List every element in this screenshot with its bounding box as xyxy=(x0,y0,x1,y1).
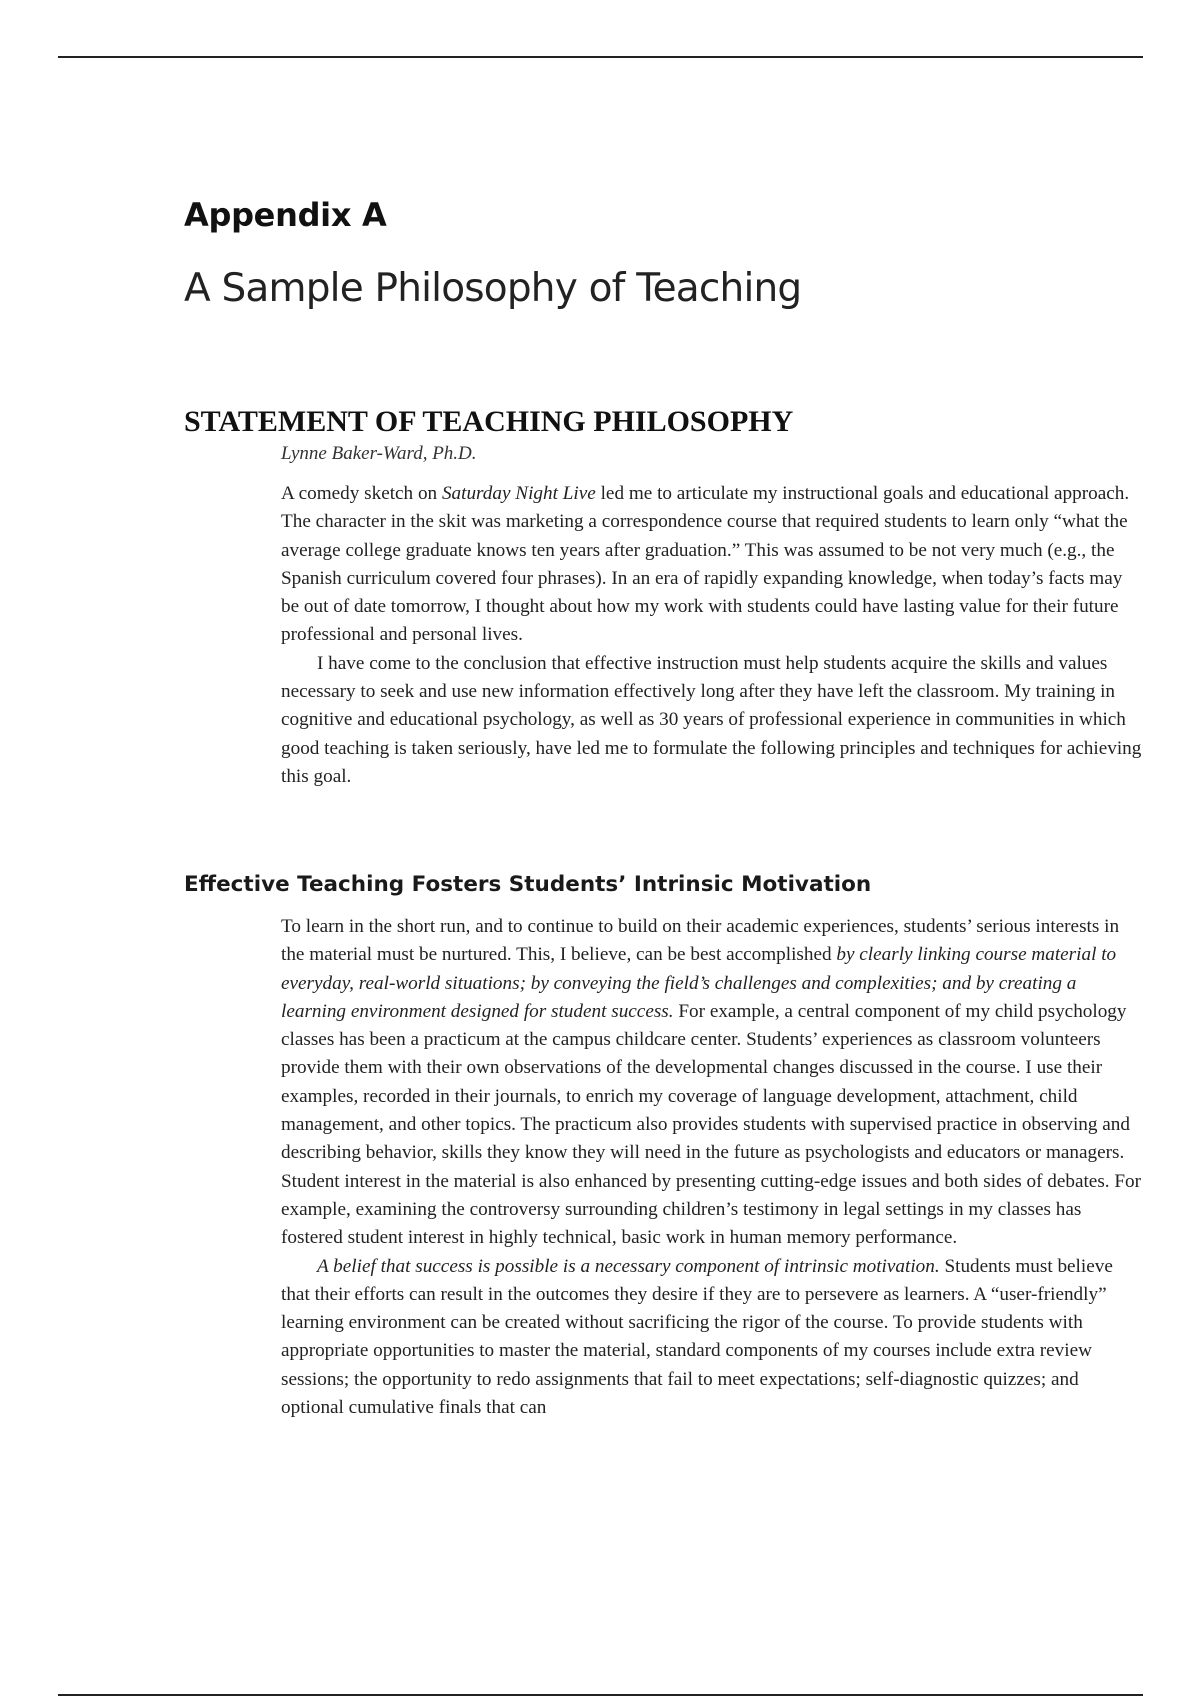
appendix-title: A Sample Philosophy of Teaching xyxy=(184,266,802,311)
show-title: Saturday Night Live xyxy=(441,483,596,504)
intro-p1-after: led me to articulate my instructional goals and educational approach. The character in the skit was marketing a correspondence course that required students to learn only “what the average college graduate knows ten years after graduation.” This was assumed to be not very much (e.g., the Spanish curriculum covered four phrases). In an era of rapidly expanding knowledge, when today’s facts may be out of date tomorrow, I thought about how my work with students could have lasting value for their future professional and personal lives. xyxy=(281,483,1130,646)
appendix-label: Appendix A xyxy=(184,196,387,234)
section-p2-emphasis: A belief that success is possible is a necessary component of intrinsic motivation. xyxy=(317,1255,940,1277)
intro-paragraph-1 xyxy=(281,480,1143,650)
bottom-rule xyxy=(58,1694,1143,1696)
top-rule xyxy=(58,56,1143,58)
section-p1-emphasis: by clearly linking course material to everyday, real-world situations; by conveying the field’s challenges and complexities; and by creating a learning environment designed for student success. xyxy=(281,944,1117,1022)
intro-p1-before: A comedy sketch on xyxy=(281,483,442,504)
section-heading: Effective Teaching Fosters Students’ Intrinsic Motivation xyxy=(184,872,872,897)
intro-text xyxy=(281,480,1143,791)
section-paragraph-1 xyxy=(281,913,1143,1253)
author-name: Lynne Baker-Ward, Ph.D. xyxy=(281,443,477,464)
section-paragraph-2 xyxy=(281,1253,1143,1423)
statement-heading: STATEMENT OF TEACHING PHILOSOPHY xyxy=(184,405,794,438)
section-text xyxy=(281,913,1143,1422)
section-p2-after: Students must believe that their efforts can result in the outcomes they desire if they are to persevere as learners. A “user-friendly” learning environment can be created without sacrificing the rigor of the course. To provide students with appropriate opportunities to master the material, standard components of my courses include extra review sessions; the opportunity to redo assignments that fail to meet expectations; self-diagnostic quizzes; and optional cumulative finals that can xyxy=(281,1255,1113,1419)
section-p1-after: For example, a central component of my child psychology classes has been a practicum at the campus childcare center. Students’ experiences as classroom volunteers provide them with their own observations of the developmental changes discussed in the course. I use their examples, recorded in their journals, to enrich my coverage of language development, attachment, child management, and other topics. The practicum also provides students with supervised practice in observing and describing behavior, skills they know they will need in the future as psychologists and educators or managers. Student interest in the material is also enhanced by presenting cutting-edge issues and both sides of debates. For example, examining the controversy surrounding children’s testimony in legal settings in my classes has fostered student interest in highly technical, basic work in human memory performance. xyxy=(281,1000,1142,1249)
section-p1-before: To learn in the short run, and to continue to build on their academic experiences, students’ serious interests in the material must be nurtured. This, I believe, can be best accomplished xyxy=(281,916,1120,966)
intro-paragraph-2: I have come to the conclusion that effective instruction must help students acquire the skills and values necessary to seek and use new information effectively long after they have left the classroom. My training in cognitive and educational psychology, as well as 30 years of professional experience in communities in which good teaching is taken seriously, have led me to formulate the following principles and techniques for achieving this goal. xyxy=(281,652,1142,787)
